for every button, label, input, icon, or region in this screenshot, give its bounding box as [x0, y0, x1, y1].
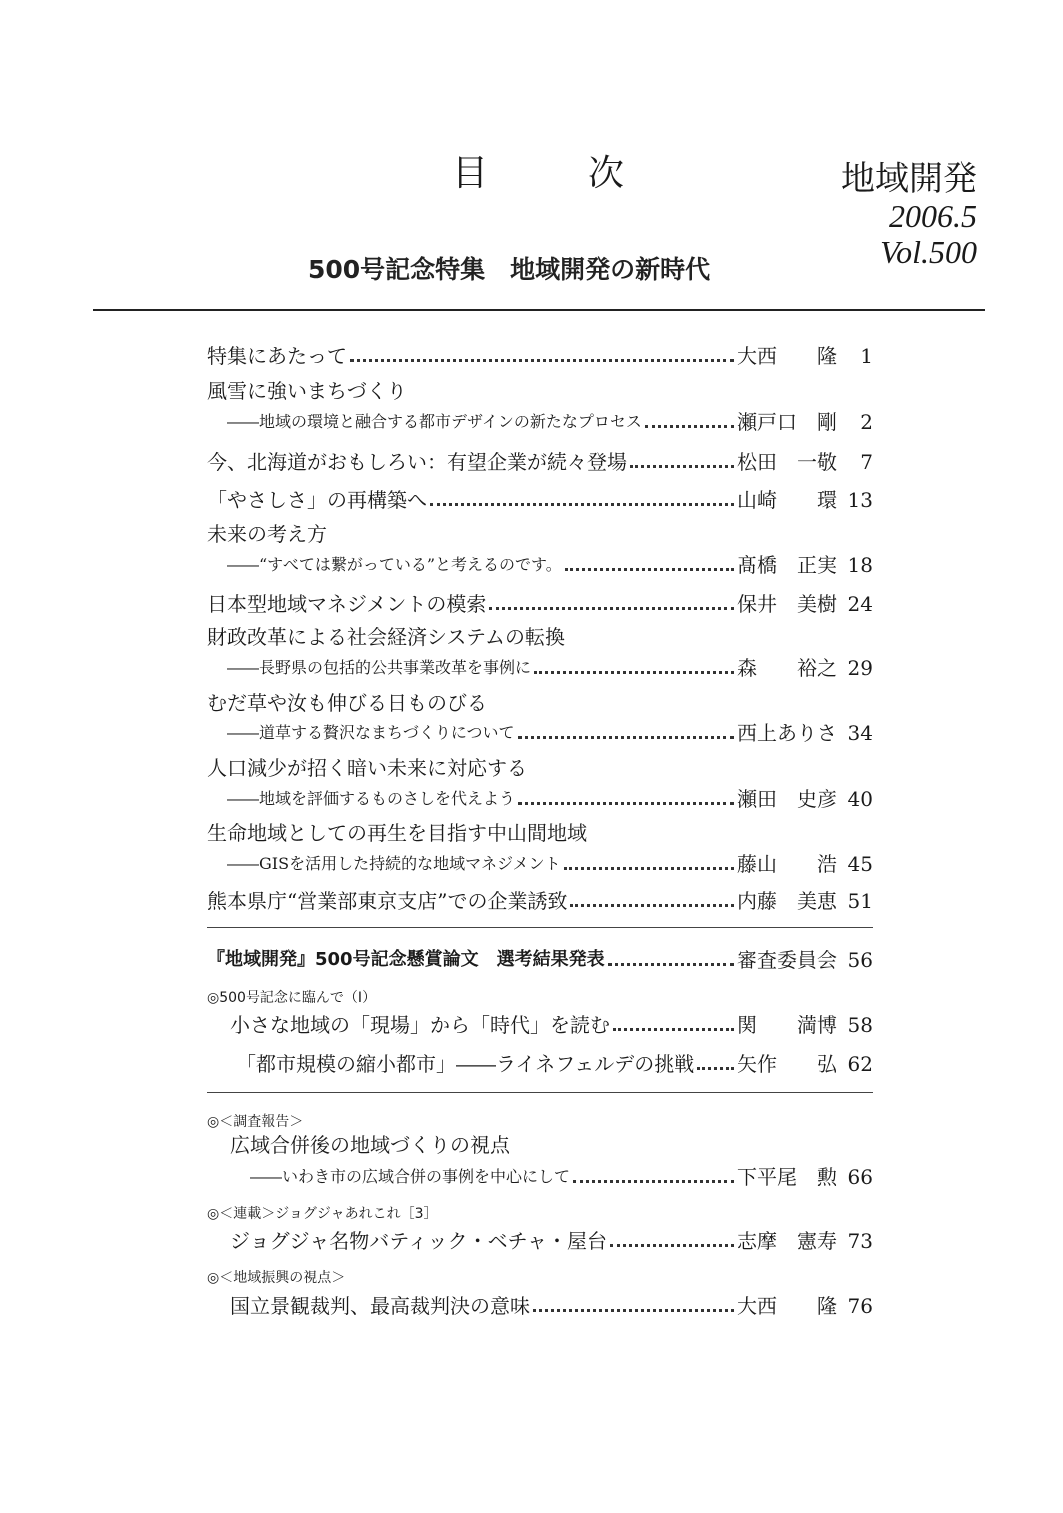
entry-author: 矢作 弘 [737, 1052, 837, 1076]
entry-title: 今、北海道がおもしろい：有望企業が続々登場 [207, 450, 627, 474]
entry-author: 大西 隆 [737, 344, 837, 368]
toc-entry [236, 1045, 873, 1079]
leader-dots [489, 607, 734, 610]
special-issue-title: 500号記念特集 地域開発の新時代 [308, 255, 711, 284]
toc-entry [207, 546, 873, 580]
leader-dots [534, 671, 734, 674]
leader-dots [610, 1244, 734, 1247]
toc-entry [207, 845, 873, 879]
entry-author: 下平尾 勲 [737, 1165, 837, 1189]
leader-dots [573, 1180, 734, 1183]
entry-author: 大西 隆 [737, 1294, 837, 1318]
toc-entry [207, 780, 873, 814]
toc-entry [230, 1158, 873, 1192]
entry-title: 「やさしさ」の再構築へ [207, 488, 427, 512]
entry-title: ジョグジャ名物バティック・ベチャ・屋台 [230, 1229, 607, 1253]
leader-dots [518, 736, 734, 739]
toc-entry [207, 882, 873, 916]
entry-subtitle: ――いわき市の広域合併の事例を中心にして [250, 1167, 571, 1186]
entry-author: 保井 美樹 [737, 592, 837, 616]
section-divider [207, 927, 873, 928]
entry-author: 西上ありさ [737, 721, 837, 745]
entry-author: 関 満博 [737, 1013, 837, 1037]
entry-page: 1 [860, 344, 873, 368]
entry-page: 24 [847, 592, 873, 616]
toc-entry [207, 649, 873, 683]
heading-char-2: 次 [588, 153, 625, 194]
entry-title: 財政改革による社会経済システムの転換 [207, 625, 565, 649]
section-label: ◎＜連載＞ジョグジャあれこれ［3］ [207, 1206, 438, 1222]
entry-page: 66 [847, 1165, 873, 1189]
heading-char-1: 目 [452, 153, 489, 194]
entry-title: むだ草や汝も伸びる日ものびる [207, 691, 487, 715]
entry-title: 小さな地域の「現場」から「時代」を読む [230, 1013, 610, 1037]
entry-subtitle: ――地域を評価するものさしを代えよう [227, 789, 516, 808]
entry-page: 56 [847, 948, 873, 972]
entry-page: 73 [847, 1229, 873, 1253]
entry-page: 62 [847, 1052, 873, 1076]
toc-entry [230, 1287, 873, 1321]
entry-author: 瀬戸口 剛 [737, 410, 837, 434]
entry-page: 58 [847, 1013, 873, 1037]
entry-author: 内藤 美恵 [737, 889, 837, 913]
entry-title: 『地域開発』500号記念懸賞論文 選考結果発表 [207, 949, 605, 970]
entry-page: 18 [847, 553, 873, 577]
toc-entry [207, 403, 873, 437]
leader-dots [613, 1028, 734, 1031]
leader-dots [533, 1309, 734, 1312]
entry-title: 風雪に強いまちづくり [207, 379, 407, 403]
section-label: ◎＜調査報告＞ [207, 1114, 304, 1130]
entry-page: 2 [860, 410, 873, 434]
entry-page: 29 [847, 656, 873, 680]
entry-author: 山崎 環 [737, 488, 837, 512]
toc-entry [207, 585, 873, 619]
entry-author: 森 裕之 [737, 656, 837, 680]
journal-volume: Vol.500 [880, 234, 977, 270]
entry-author: 志摩 憲寿 [737, 1229, 837, 1253]
header-divider [93, 309, 985, 311]
entry-title: 「都市規模の縮小都市」――ライネフェルデの挑戦 [236, 1052, 695, 1076]
entry-title: 特集にあたって [207, 344, 347, 368]
leader-dots [630, 465, 734, 468]
leader-dots [608, 963, 734, 966]
toc-entry [207, 337, 873, 371]
entry-subtitle: ――地域の環境と融合する都市デザインの新たなプロセス [227, 412, 642, 431]
entry-title: 人口減少が招く暗い未来に対応する [207, 756, 527, 780]
entry-subtitle: ――長野県の包括的公共事業改革を事例に [227, 658, 532, 677]
entry-subtitle: ――GISを活用した持続的な地域マネジメント [227, 854, 561, 873]
entry-title: 未来の考え方 [207, 522, 327, 546]
journal-date: 2006.5 [889, 198, 977, 234]
journal-name: 地域開発 [841, 161, 977, 198]
toc-entry [207, 714, 873, 748]
toc-entry [207, 443, 873, 477]
leader-dots [518, 802, 734, 805]
entry-page: 34 [847, 721, 873, 745]
toc-entry [230, 1222, 873, 1256]
leader-dots [645, 425, 734, 428]
journal-info [841, 162, 977, 270]
entry-title: 国立景観裁判、最高裁判決の意味 [230, 1294, 530, 1318]
entry-author: 藤山 浩 [737, 852, 837, 876]
leader-dots [570, 904, 734, 907]
entry-title: 日本型地域マネジメントの模索 [207, 592, 487, 616]
entry-author: 審査委員会 [737, 948, 837, 972]
leader-dots [350, 359, 734, 362]
toc-entry [207, 481, 873, 515]
entry-title: 生命地域としての再生を目指す中山間地域 [207, 821, 587, 845]
toc-entry [230, 1006, 873, 1040]
section-label: ◎＜地域振興の視点＞ [207, 1270, 346, 1286]
entry-page: 40 [847, 787, 873, 811]
entry-page: 13 [847, 488, 873, 512]
toc-entry [207, 941, 873, 975]
entry-page: 45 [847, 852, 873, 876]
entry-author: 松田 一敬 [737, 450, 837, 474]
leader-dots [697, 1067, 734, 1070]
section-divider [207, 1092, 873, 1093]
entry-page: 51 [847, 889, 873, 913]
entry-page: 76 [847, 1294, 873, 1318]
section-label: ◎500号記念に臨んで（Ⅰ） [207, 990, 377, 1006]
entry-subtitle: ――“すべては繋がっている”と考えるのです。 [227, 555, 562, 574]
entry-author: 髙橋 正実 [737, 553, 837, 577]
entry-title: 熊本県庁“営業部東京支店”での企業誘致 [207, 889, 568, 913]
leader-dots [564, 867, 734, 870]
entry-page: 7 [860, 450, 873, 474]
entry-author: 瀬田 史彦 [737, 787, 837, 811]
entry-subtitle: ――道草する贅沢なまちづくりについて [227, 723, 515, 742]
entry-title: 広域合併後の地域づくりの視点 [230, 1133, 510, 1157]
leader-dots [430, 503, 734, 506]
leader-dots [565, 568, 734, 571]
